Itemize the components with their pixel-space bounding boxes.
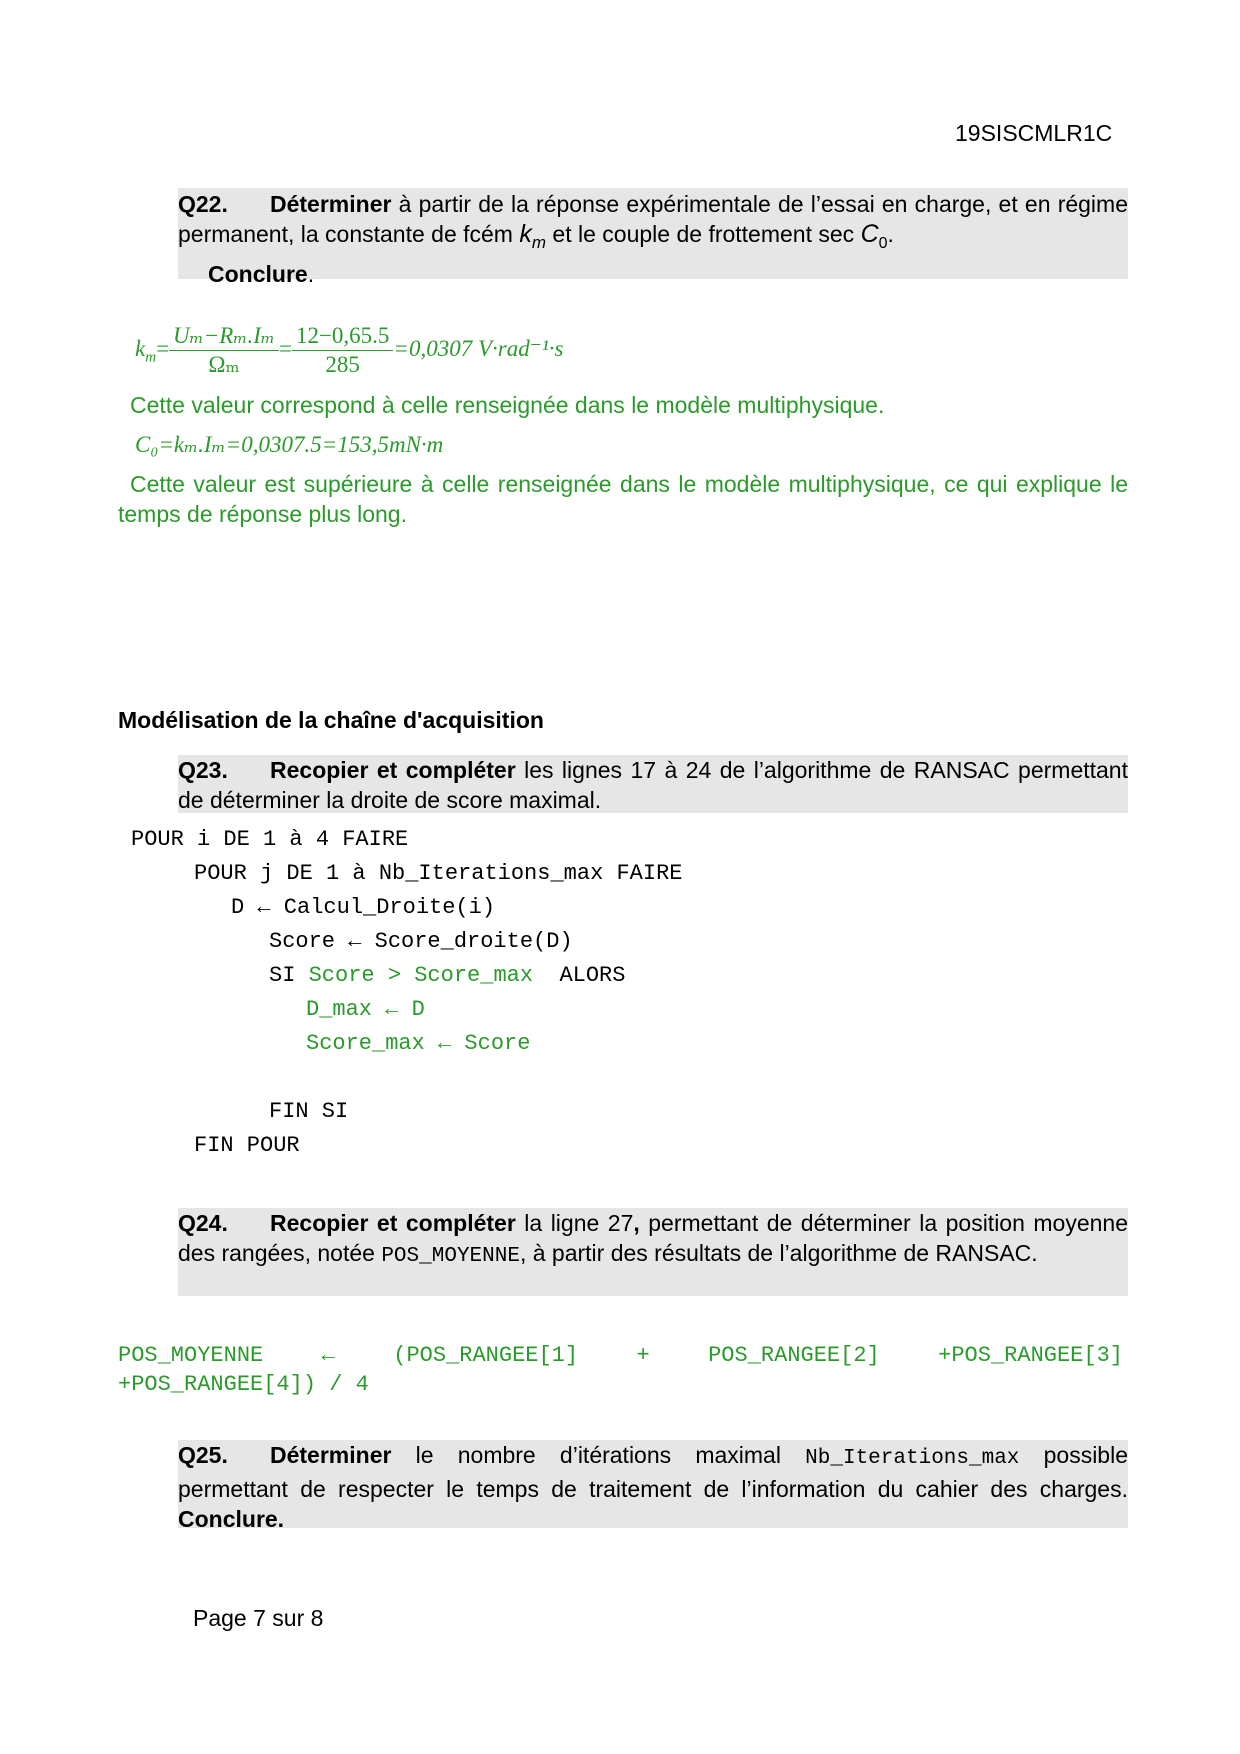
question-conclude: Conclure. (178, 1506, 285, 1532)
km-symbol: $k_m$ (519, 220, 547, 252)
question-conclude: Conclure (208, 261, 308, 287)
question-verb: Déterminer (270, 191, 392, 217)
equation-c0: C₀=kₘ.Iₘ=0,0307.5=153,5mN·m (135, 432, 444, 457)
pos-moyenne-code: POS_MOYENNE (381, 1245, 520, 1268)
question-text: le nombre d’itérations maximal (391, 1442, 806, 1468)
fraction-numerator: Uₘ−Rₘ.Iₘ (169, 322, 279, 351)
question-period: . (887, 221, 894, 247)
answer-text-2: Cette valeur est supérieure à celle renseignée dans le modèle multiphysique, ce qui explique le temps de réponse plus long. (118, 471, 1128, 527)
question-number: Q24. (178, 1210, 228, 1236)
algo-line-6: D_max ← D (306, 997, 425, 1022)
question-verb: Recopier et compléter (270, 1210, 516, 1236)
question-q24 (178, 1208, 1128, 1296)
algo-line-1: POUR i DE 1 à 4 FAIRE (131, 827, 409, 852)
question-text: à partir de la réponse expérimentale de l’essai en charge, et en régime permanent, la constante de fcém (178, 191, 1128, 247)
question-q22 (178, 188, 1128, 287)
algo-line-3: D ← Calcul_Droite(i) (231, 895, 496, 920)
equation-km: $k_m=$ $\frac{\text{Uₘ−Rₘ.Iₘ}}{\text{Ωₘ}}$ = $\frac{12-0,65.5}{285}$ =0,0307 V·rad⁻¹·s (135, 323, 564, 377)
nb-iterations-code: Nb_Iterations_max (805, 1447, 1020, 1470)
answer-text-1: Cette valeur correspond à celle renseignée dans le modèle multiphysique. (130, 392, 885, 418)
fraction-numerator-values: 12−0,65.5 (292, 322, 393, 351)
algo-line-5: SI Score > Score_max ALORS (269, 963, 626, 988)
section-title: Modélisation de la chaîne d'acquisition (118, 707, 544, 733)
question-number: Q25. (178, 1442, 228, 1468)
answer-q24-line-1: POS_MOYENNE ← (POS_RANGEE[1] + POS_RANGEE[2] +POS_RANGEE[3] (118, 1343, 1123, 1368)
algo-line-7: Score_max ← Score (306, 1031, 531, 1056)
question-verb: Recopier et compléter (270, 757, 516, 783)
page-number: Page 7 sur 8 (193, 1605, 324, 1631)
algo-line-9: FIN POUR (194, 1133, 300, 1158)
c0-symbol: $C_0$ (860, 220, 888, 252)
question-text: les lignes 17 à 24 de l’algorithme de RANSAC permettant de déterminer la droite de score maximal. (178, 757, 1128, 813)
question-period-2: . (307, 261, 315, 287)
question-q23 (178, 755, 1128, 813)
answer-q24-line-2: +POS_RANGEE[4]) / 4 (118, 1372, 369, 1397)
question-text: la ligne 27 (515, 1210, 634, 1236)
km-result: =0,0307 V·rad⁻¹·s (393, 335, 564, 361)
question-text-3: , à partir des résultats de l’algorithme de RANSAC. (519, 1240, 1038, 1266)
question-q25 (178, 1440, 1129, 1532)
question-comma: , (633, 1210, 640, 1236)
algo-line-8: FIN SI (269, 1099, 349, 1124)
question-text-2: permettant de déterminer la position moyenne des rangées, notée (178, 1210, 1128, 1266)
algo-line-4: Score ← Score_droite(D) (269, 929, 573, 954)
fraction-denominator: Ωₘ (208, 352, 240, 377)
question-number: Q23. (178, 757, 228, 783)
algo-line-2: POUR j DE 1 à Nb_Iterations_max FAIRE (194, 861, 683, 886)
document-code: 19SISCMLR1C (955, 120, 1113, 146)
question-number: Q22. (178, 191, 228, 217)
question-text-2: possible permettant de respecter le temps de traitement de l’information du cahier des charges. (178, 1442, 1129, 1502)
question-text-2: et le couple de frottement sec (546, 221, 861, 247)
fraction-denominator-values: 285 (325, 352, 360, 377)
question-verb: Déterminer (270, 1442, 392, 1468)
algo-condition: Score > Score_max (308, 963, 534, 988)
